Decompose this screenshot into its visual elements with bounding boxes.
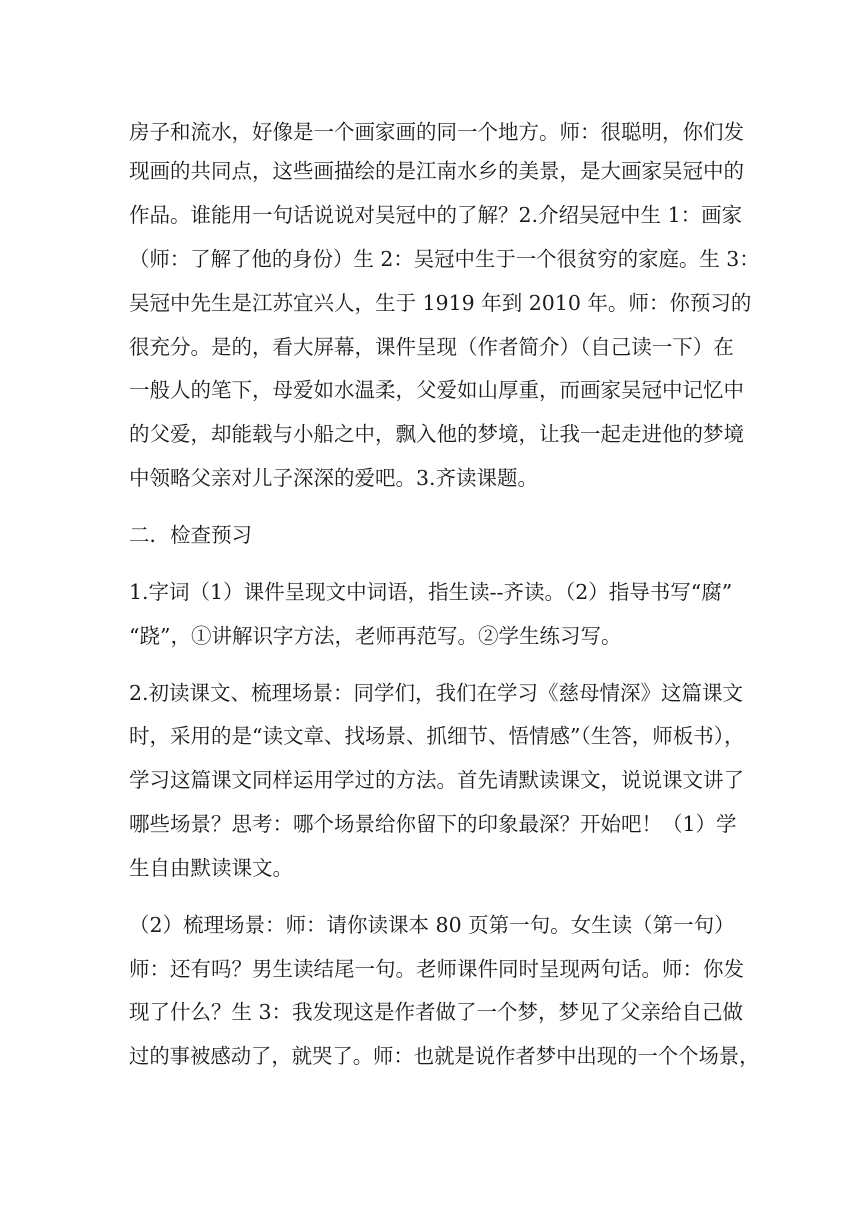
text-line-11: 1.字词（1）课件呈现文中词语，指生读--齐读。（2）指导书写“腐” xyxy=(129,580,733,604)
text-line-21: 过的事被感动了，就哭了。师：也就是说作者梦中出现的一个个场景， xyxy=(129,1044,760,1068)
text-line-8: 的父爱，却能载与小船之中，飘入他的梦境，让我一起走进他的梦境 xyxy=(129,422,744,446)
text-line-16: 哪些场景？思考：哪个场景给你留下的印象最深？开始吧！（1）学 xyxy=(129,812,737,836)
text-line-18: （2）梳理场景：师：请你读课本 80 页第一句。女生读（第一句） xyxy=(129,913,735,937)
text-line-6: 很充分。是的，看大屏幕，课件呈现（作者简介）（自己读一下）在 xyxy=(129,335,734,359)
text-line-14: 时，采用的是“读文章、找场景、抓细节、悟情感”（生答，师板书）， xyxy=(129,724,745,748)
text-line-3: 作品。谁能用一句话说说对吴冠中的了解？2.介绍吴冠中生 1：画家 xyxy=(129,203,743,227)
text-line-7: 一般人的笔下，母爱如水温柔，父爱如山厚重，而画家吴冠中记忆中 xyxy=(129,378,744,402)
text-line-20: 现了什么？生 3：我发现这是作者做了一个梦，梦见了父亲给自己做 xyxy=(129,1000,744,1024)
text-line-9: 中领略父亲对儿子深深的爱吧。3.齐读课题。 xyxy=(129,466,539,490)
text-line-19: 师：还有吗？男生读结尾一句。老师课件同时呈现两句话。师：你发 xyxy=(129,957,744,981)
text-line-17: 生自由默读课文。 xyxy=(129,856,293,880)
section-heading: 二．检查预习 xyxy=(129,523,252,547)
text-line-15: 学习这篇课文同样运用学过的方法。首先请默读课文，说说课文讲了 xyxy=(129,768,744,792)
text-line-4: （师：了解了他的身份）生 2：吴冠中生于一个很贫穷的家庭。生 3： xyxy=(129,247,760,271)
text-line-5: 吴冠中先生是江苏宜兴人，生于 1919 年到 2010 年。师：你预习的 xyxy=(129,291,752,315)
text-line-13: 2.初读课文、梳理场景：同学们，我们在学习《慈母情深》这篇课文 xyxy=(129,681,744,705)
text-line-1: 房子和流水，好像是一个画家画的同一个地方。师：很聪明，你们发 xyxy=(129,120,744,144)
text-line-2: 现画的共同点，这些画描绘的是江南水乡的美景，是大画家吴冠中的 xyxy=(129,159,744,183)
text-line-12: “跷”，①讲解识字方法，老师再范写。②学生练习写。 xyxy=(129,624,622,648)
